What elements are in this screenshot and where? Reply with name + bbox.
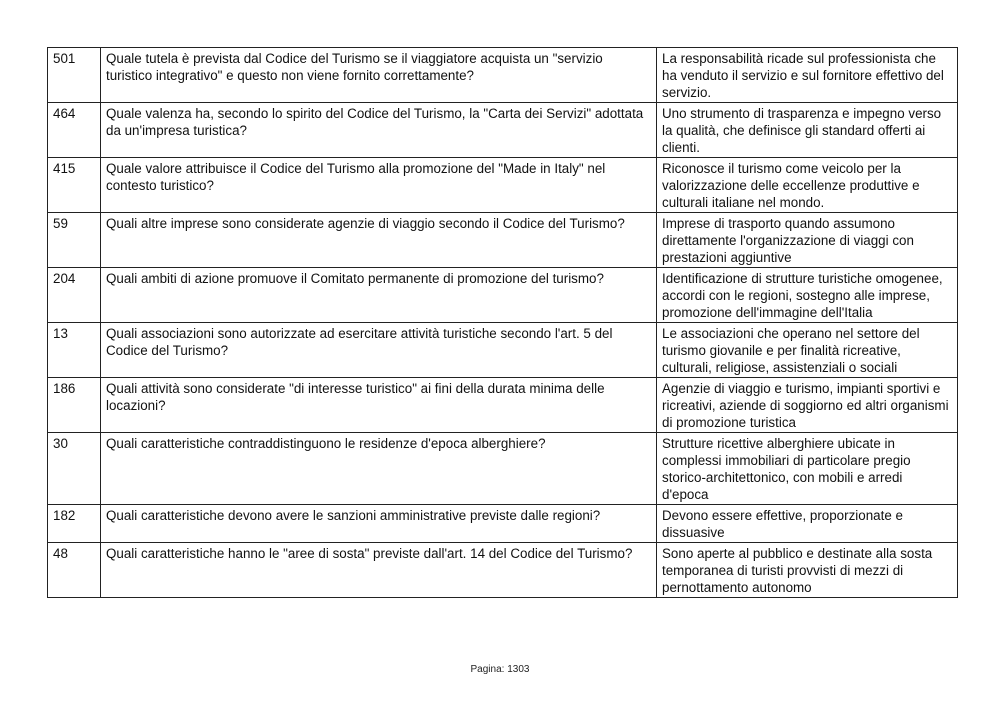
- qa-table: [47, 47, 958, 598]
- row-answer: Sono aperte al pubblico e destinate alla sosta temporanea di turisti provvisti di mezzi di pernottamento autonomo: [657, 543, 958, 598]
- row-answer: Imprese di trasporto quando assumono direttamente l'organizzazione di viaggi con prestazioni aggiuntive: [657, 213, 958, 268]
- row-answer: La responsabilità ricade sul professionista che ha venduto il servizio e sul fornitore effettivo del servizio.: [657, 48, 958, 103]
- row-answer: Strutture ricettive alberghiere ubicate in complessi immobiliari di particolare pregio storico-architettonico, con mobili e arredi d'epoca: [657, 433, 958, 505]
- table-row: [48, 323, 958, 378]
- row-question: Quali caratteristiche devono avere le sanzioni amministrative previste dalle regioni?: [101, 505, 657, 543]
- row-id: 30: [48, 433, 101, 505]
- row-id: 13: [48, 323, 101, 378]
- row-answer: Riconosce il turismo come veicolo per la valorizzazione delle eccellenze produttive e culturali italiane nel mondo.: [657, 158, 958, 213]
- table-row: [48, 378, 958, 433]
- table-row: [48, 213, 958, 268]
- table-row: [48, 268, 958, 323]
- row-id: 182: [48, 505, 101, 543]
- table-row: [48, 158, 958, 213]
- row-answer: Identificazione di strutture turistiche omogenee, accordi con le regioni, sostegno alle imprese, promozione dell'immagine dell'Italia: [657, 268, 958, 323]
- row-answer: Le associazioni che operano nel settore del turismo giovanile e per finalità ricreative, culturali, religiose, assistenziali o sociali: [657, 323, 958, 378]
- row-question: Quale valore attribuisce il Codice del Turismo alla promozione del "Made in Italy" nel contesto turistico?: [101, 158, 657, 213]
- table-row: [48, 543, 958, 598]
- row-id: 464: [48, 103, 101, 158]
- row-answer: Devono essere effettive, proporzionate e dissuasive: [657, 505, 958, 543]
- table-row: [48, 505, 958, 543]
- row-answer: Uno strumento di trasparenza e impegno verso la qualità, che definisce gli standard offerti ai clienti.: [657, 103, 958, 158]
- row-id: 59: [48, 213, 101, 268]
- row-question: Quali caratteristiche contraddistinguono le residenze d'epoca alberghiere?: [101, 433, 657, 505]
- row-question: Quale tutela è prevista dal Codice del Turismo se il viaggiatore acquista un "servizio turistico integrativo" e questo non viene fornito correttamente?: [101, 48, 657, 103]
- row-id: 204: [48, 268, 101, 323]
- row-id: 415: [48, 158, 101, 213]
- row-question: Quali attività sono considerate "di interesse turistico" ai fini della durata minima delle locazioni?: [101, 378, 657, 433]
- row-question: Quali altre imprese sono considerate agenzie di viaggio secondo il Codice del Turismo?: [101, 213, 657, 268]
- row-question: Quali ambiti di azione promuove il Comitato permanente di promozione del turismo?: [101, 268, 657, 323]
- table-row: [48, 48, 958, 103]
- row-question: Quale valenza ha, secondo lo spirito del Codice del Turismo, la "Carta dei Servizi" adottata da un'impresa turistica?: [101, 103, 657, 158]
- row-question: Quali caratteristiche hanno le "aree di sosta" previste dall'art. 14 del Codice del Turismo?: [101, 543, 657, 598]
- table-row: [48, 433, 958, 505]
- row-id: 501: [48, 48, 101, 103]
- page-number: Pagina: 1303: [470, 664, 530, 675]
- row-answer: Agenzie di viaggio e turismo, impianti sportivi e ricreativi, aziende di soggiorno ed altri organismi di promozione turistica: [657, 378, 958, 433]
- row-id: 48: [48, 543, 101, 598]
- row-id: 186: [48, 378, 101, 433]
- table-row: [48, 103, 958, 158]
- row-question: Quali associazioni sono autorizzate ad esercitare attività turistiche secondo l'art. 5 del Codice del Turismo?: [101, 323, 657, 378]
